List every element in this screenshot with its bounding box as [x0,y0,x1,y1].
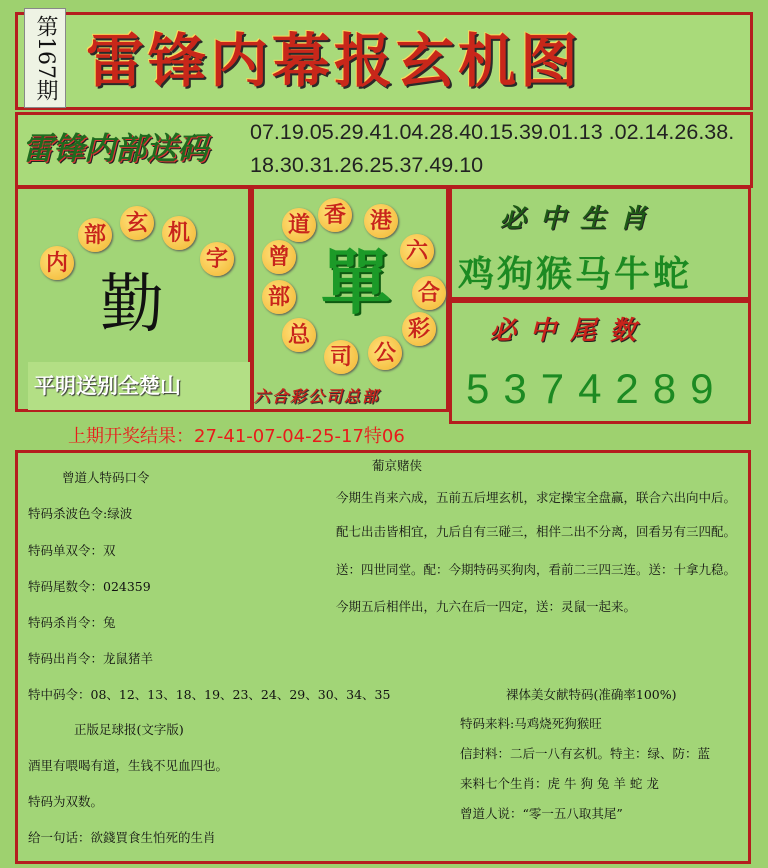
issue-label: 第167期 [24,8,66,108]
right-line-2: 配七出击皆相宜，九后自有三碰三，相伴二出不分离，回看另有三四配。 [336,524,737,539]
right-line-3: 送：四世同堂。配：今期特码买狗肉，看前二三四三连。送：十拿九稳。 [336,562,737,577]
last-result: 上期开奖结果：27-41-07-04-25-17特06 [68,426,405,447]
left-line-1: 特码杀波色令:绿波 [28,506,133,521]
beauty-line-3: 来料七个生肖：虎 牛 狗 兔 羊 蛇 龙 [460,776,659,791]
ring-char-5: 彩 [402,312,436,346]
numbers-text: 07.19.05.29.41.04.28.40.15.39.01.13 .02.14.26.38.18.30.31.26.25.37.49.10 [250,120,735,177]
left-line-6: 特中码令：08、12、13、18、19、23、24、29、30、34、35 [28,687,391,702]
zodiac-list: 鸡狗猴马牛蛇 [458,253,693,295]
left-line-2: 特码单双令：双 [28,543,116,558]
left-line-4: 特码杀肖令：兔 [28,615,116,630]
beauty-heading: 裸体美女献特码(准确率100%) [506,687,677,702]
right-line-4: 今期五后相伴出，九六在后一四定，送：灵鼠一起来。 [336,599,637,614]
ring-char-11: 道 [282,208,316,242]
beauty-line-1: 特码来料:马鸡烧死狗猴旺 [460,716,602,731]
tail-numbers: 5374289 [466,365,728,412]
ring-char-6: 公 [368,336,402,370]
ring-char-7: 司 [324,340,358,374]
ring-char-3: 六 [400,234,434,268]
single-char: 單 [321,241,391,324]
right-line-1: 今期生肖来六成，五前五后埋玄机，求定操宝全盘赢，联合六出向中后。 [336,490,737,505]
tail-heading: 必中尾数 [490,316,651,346]
football-line-1: 酒里有喂喝有道，生钱不见血四也。 [28,758,229,773]
beauty-line-4: 曾道人说：“零一五八取其尾” [460,806,623,821]
ring-char-10: 曾 [262,240,296,274]
ring-char-4: 合 [412,276,446,310]
arc-char-5: 字 [200,242,234,276]
single-footer: 六合彩公司总部 [254,387,381,406]
right-heading: 葡京赌侠 [372,458,423,473]
numbers-label: 雷锋内部送码 [22,131,208,167]
inner-caption: 平明送别全楚山 [28,362,250,410]
left-line-5: 特码出肖令：龙鼠猪羊 [28,651,154,666]
arc-char-3: 玄 [120,206,154,240]
zodiac-heading: 必中生肖 [500,204,661,234]
left-line-3: 特码尾数令：024359 [28,579,151,594]
arc-char-2: 部 [78,218,112,252]
ring-char-1: 香 [318,198,352,232]
football-line-2: 特码为双数。 [28,794,104,809]
arc-char-4: 机 [162,216,196,250]
ring-char-2: 港 [364,204,398,238]
ring-char-9: 部 [262,280,296,314]
page-title: 雷锋内幕报玄机图 [86,27,583,95]
football-heading: 正版足球报(文字版) [74,722,184,737]
inner-char: 勤 [100,268,164,342]
ring-char-8: 总 [282,318,316,352]
arc-char-1: 内 [40,246,74,280]
football-line-3: 给一句话：欲錢買食生怕死的生肖 [28,830,216,845]
beauty-line-2: 信封料：二后一八有玄机。特主：绿、防：蓝 [460,746,711,761]
left-heading: 曾道人特码口令 [62,470,150,485]
